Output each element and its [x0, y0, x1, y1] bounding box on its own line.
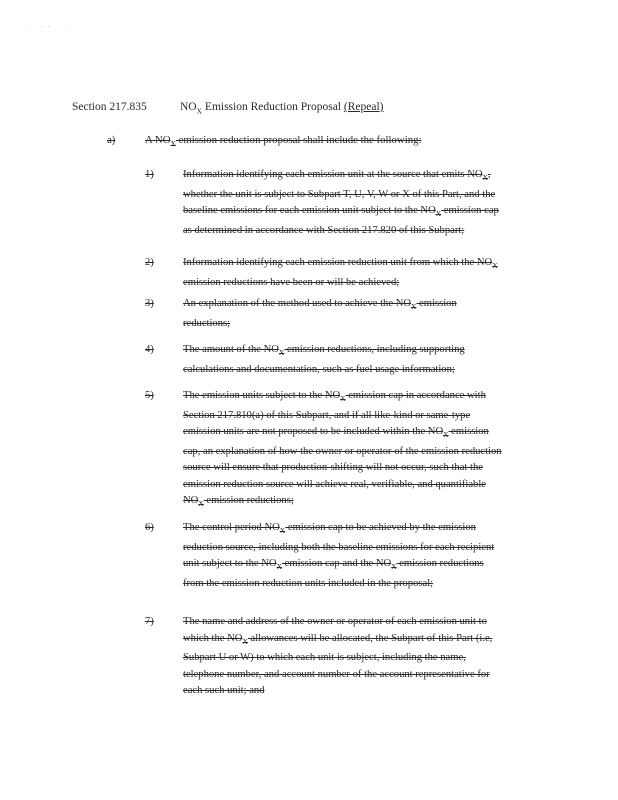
list-item-label: 1)	[145, 169, 154, 180]
list-item-text: Information identifying each emission unit at the source that emits $NO_X$, whether the unit is subject to Subpart T, U, V, W or X of this Part, and the baseline emissions for each emission unit subject to the $NO_X$ emission cap as determined in accordance with Section 217.820 of this Subpart;	[183, 169, 499, 236]
list-item	[145, 342, 525, 378]
paragraph-a-text: A $NO_X$ emission reduction proposal shall include the following:	[145, 134, 422, 149]
list-item-text: An explanation of the method used to achieve the $NO_X$ emission reductions;	[183, 298, 457, 329]
scan-speck: · '' ·	[26, 26, 72, 32]
list-item	[145, 255, 525, 291]
section-heading	[72, 101, 572, 115]
repeal-marker: (Repeal)	[343, 101, 384, 113]
list-item	[145, 388, 525, 513]
list-item-text: The emission units subject to the $NO_X$ emission cap in accordance with Section 217.810(a) of this Subpart, and if all like-kind or same-type emission units are not proposed to be included within the $NO_X$ emission cap, an explanation of how the owner or operator of the emission reduction source will ensure that production-shifting will not occur, such that the emission reduction source will achieve real, verifiable, and quantifiable $NO_X$ emission reductions;	[183, 390, 502, 509]
list-item	[145, 614, 525, 700]
list-item-label: 3)	[145, 298, 154, 309]
section-title: $NO_X$ Emission Reduction Proposal (Repeal)	[180, 101, 384, 116]
list-item-label: 2)	[145, 257, 154, 268]
list-item-text: The amount of the $NO_X$ emission reductions, including supporting calculations and documentation, such as fuel usage information;	[183, 344, 465, 375]
paragraph-a	[107, 134, 527, 148]
list-item-label: 5)	[145, 390, 154, 401]
section-number: Section 217.835	[72, 101, 147, 113]
list-item	[145, 296, 525, 332]
list-item-label: 7)	[145, 616, 154, 627]
list-item-label: 6)	[145, 522, 154, 533]
list-item-text: The control period $NO_X$ emission cap to be achieved by the emission reduction source, including both the baseline emissions for each recipient unit subject to the $NO_X$ emission cap and the $NO_X$ emission reductions from the emission reduction units included in the proposal;	[183, 522, 495, 589]
list-item	[145, 167, 525, 239]
list-item	[145, 520, 525, 592]
paragraph-a-label: a)	[107, 134, 116, 146]
list-item-text: Information identifying each emission reduction unit from which the $NO_X$ emission reductions have been or will be achieved;	[183, 257, 498, 288]
list-item-label: 4)	[145, 344, 154, 355]
list-item-text: The name and address of the owner or operator of each emission unit to which the $NO_X$ allowances will be allocated, the Subpart of this Part (i.e, Subpart U or W) to which each unit is subject, including the name, telephone number, and account number of the account representative for each such unit; and	[183, 616, 493, 697]
